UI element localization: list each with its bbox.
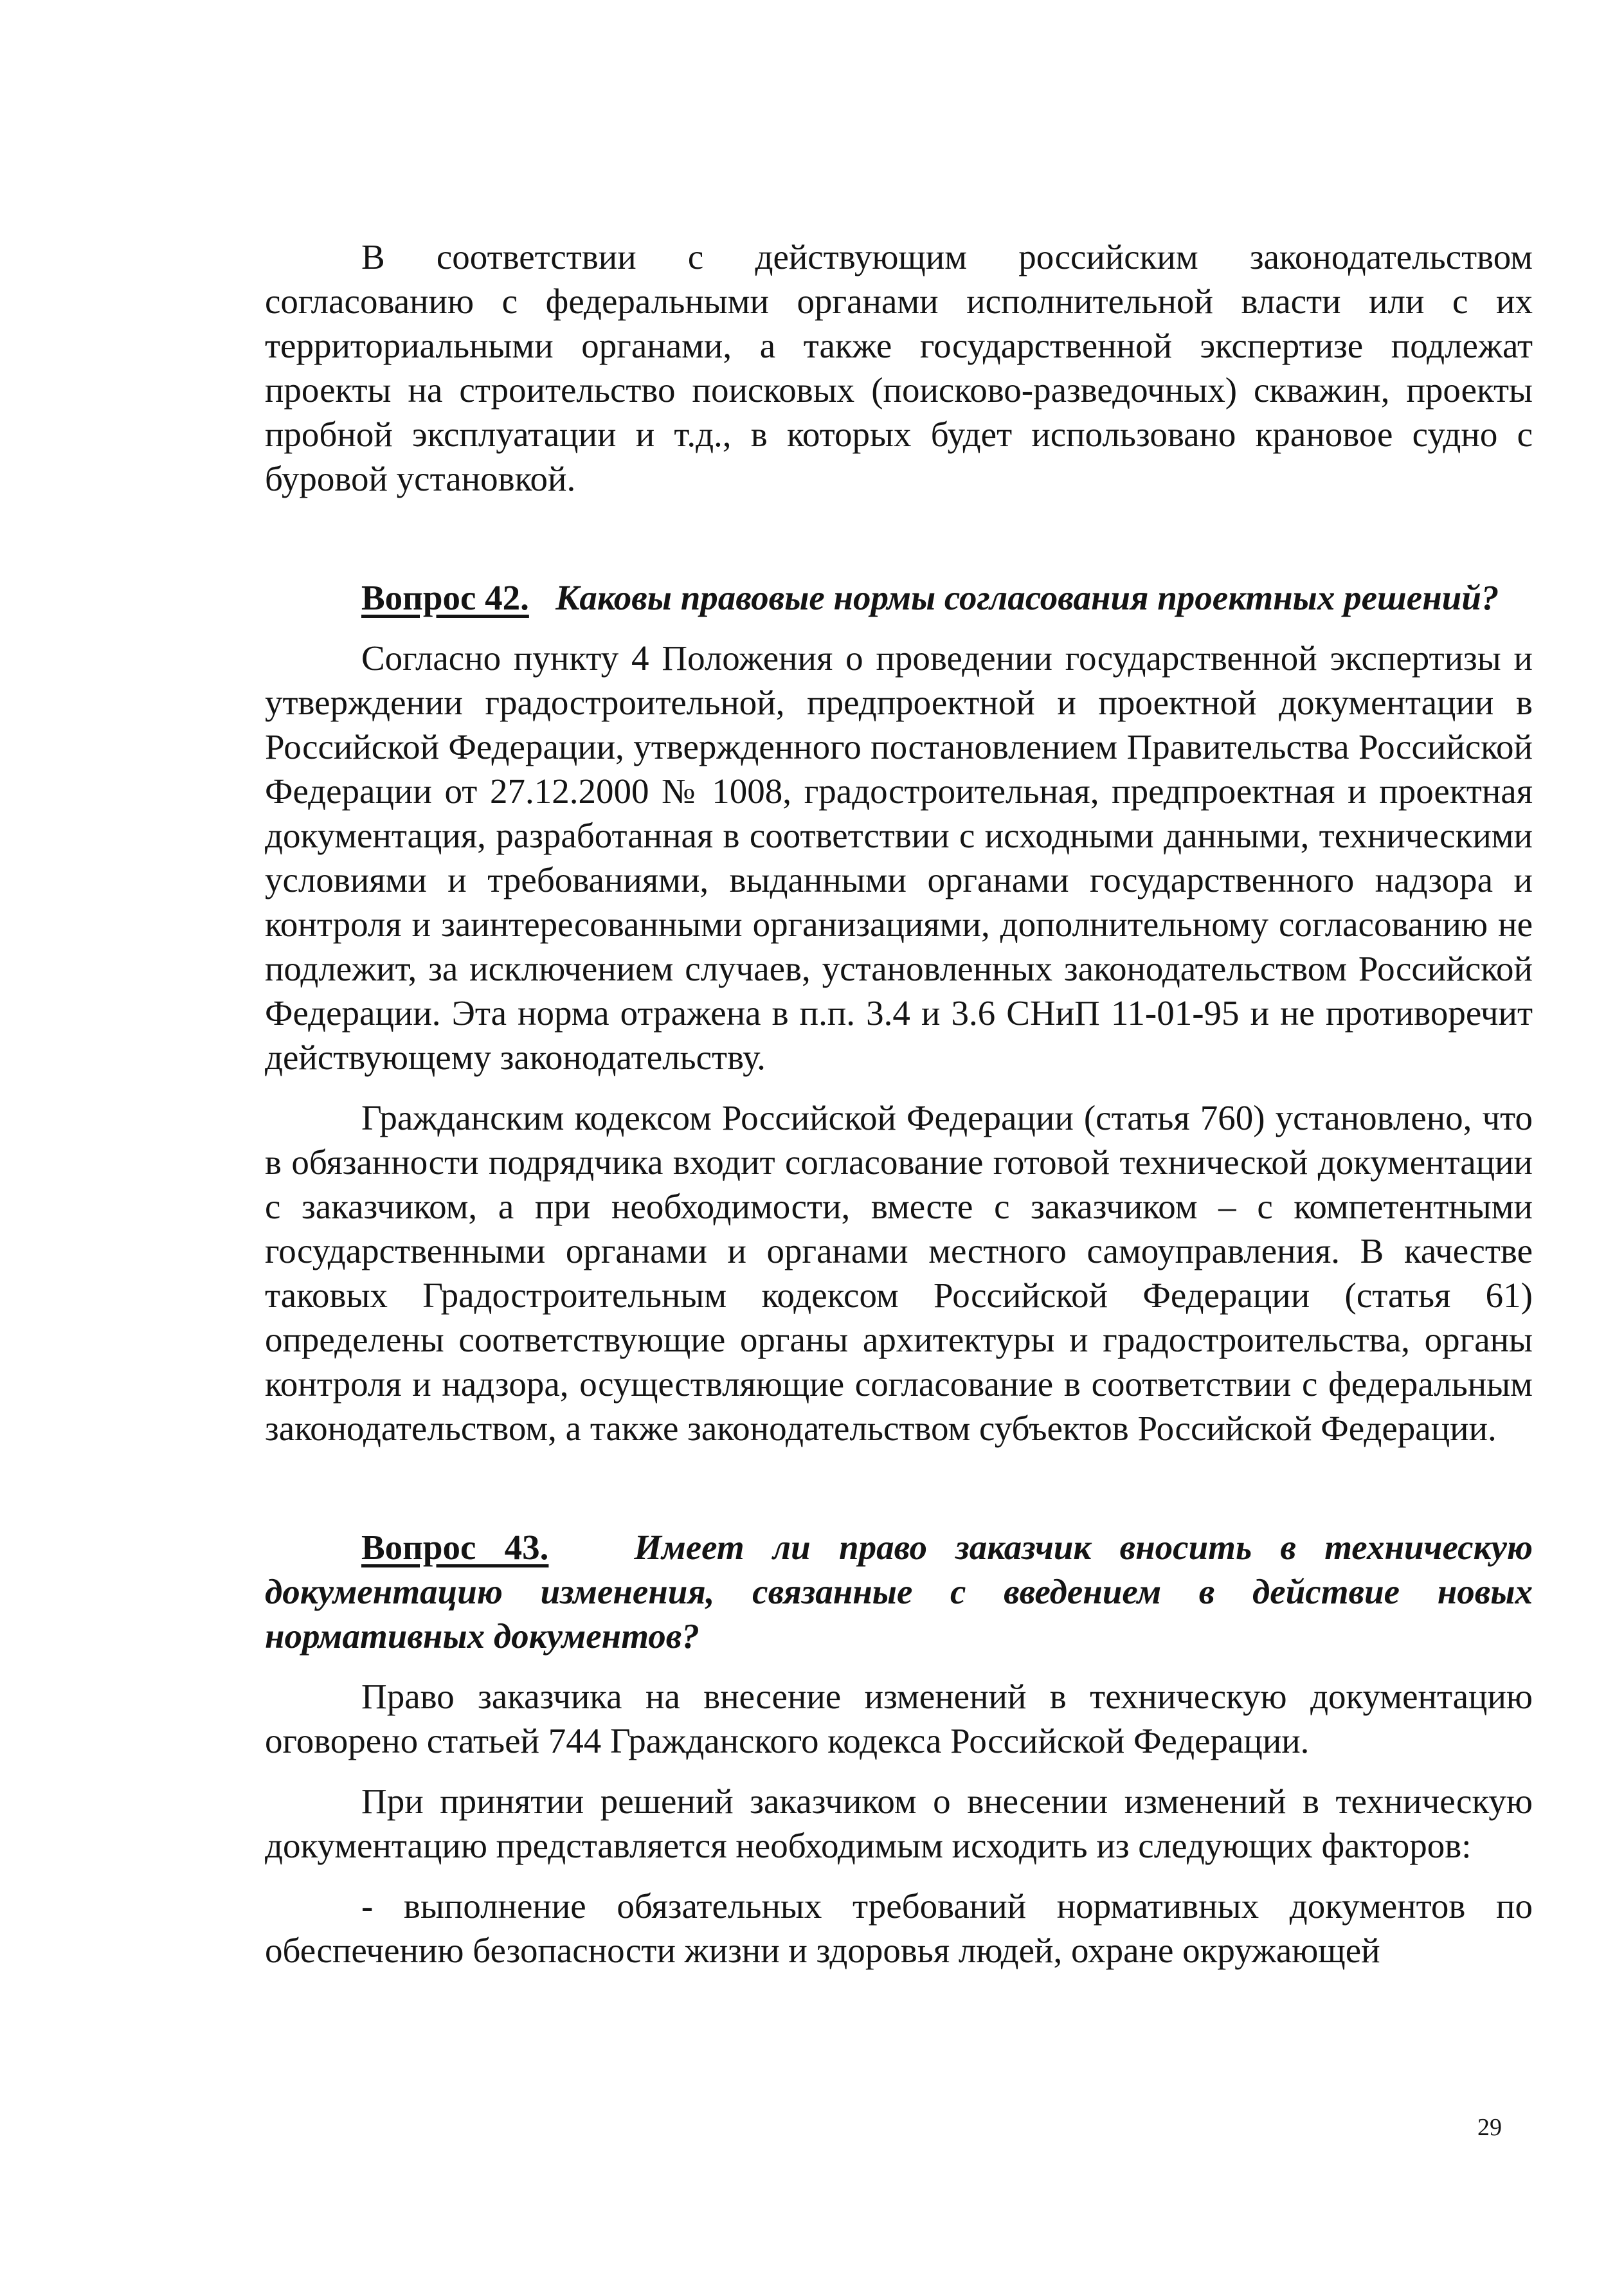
- question-42-paragraph-2: Гражданским кодексом Российской Федерации (статья 760) установлено, что в обязанности подрядчика входит согласование готовой технической документации с заказчиком, а при необходимости, вместе с заказчиком – с компетентными государственными органами и органами местного самоуправления. В качестве таковых Градостроительным кодексом Российской Федерации (статья 61) определены соответствующие органы архитектуры и градостроительства, органы контроля и надзора, осуществляющие согласование в соответствии с федеральным законодательством, а также законодательством субъектов Российской Федерации.: [265, 1098, 1533, 1448]
- paragraph-spacer: [265, 620, 1533, 636]
- paragraph-spacer: [265, 1763, 1533, 1779]
- page-content: [265, 235, 1533, 1973]
- question-42-paragraph-1: Согласно пункту 4 Положения о проведении государственной экспертизы и утверждении градостроительной, предпроектной и проектной документации в Российской Федерации, утвержденного постановлением Правительства Российской Федерации от 27.12.2000 № 1008, градостроительная, предпроектная и проектная документация, разработанная в соответствии с исходными данными, техническими условиями и требованиями, выданными органами государственного надзора и контроля и заинтересованными организациями, дополнительному согласованию не подлежит, за исключением случаев, установленных законодательством Российской Федерации. Эта норма отражена в п.п. 3.4 и 3.6 СНиП 11-01-95 и не противоречит действующему законодательству.: [265, 638, 1533, 1077]
- question-42-label: Вопрос 42.: [361, 578, 529, 617]
- section-spacer: [265, 501, 1533, 575]
- paragraph-spacer: [265, 1079, 1533, 1096]
- question-42-title: Каковы правовые нормы согласования проектных решений?: [555, 578, 1499, 617]
- question-43-title: Имеет ли право заказчик вносить в техническую документацию изменения, связанные с введением в действие новых нормативных документов?: [265, 1528, 1533, 1656]
- section-spacer: [265, 1450, 1533, 1525]
- question-43-heading: [265, 1525, 1533, 1658]
- question-43-paragraph-3: - выполнение обязательных требований нормативных документов по обеспечению безопасности жизни и здоровья людей, охране окружающей: [265, 1886, 1533, 1970]
- paragraph-spacer: [265, 1658, 1533, 1674]
- question-43-paragraph-2: При принятии решений заказчиком о внесении изменений в техническую документацию представляется необходимым исходить из следующих факторов:: [265, 1782, 1533, 1865]
- question-43-label: Вопрос 43.: [361, 1528, 549, 1567]
- page-number: 29: [1477, 2114, 1502, 2141]
- intro-paragraph: В соответствии с действующим российским законодательством согласованию с федеральными органами исполнительной власти или с их территориальными органами, а также государственной экспертизе подлежат проекты на строительство поисковых (поисково-разведочных) скважин, проекты пробной эксплуатации и т.д., в которых будет использовано крановое судно с буровой установкой.: [265, 237, 1533, 498]
- question-43-paragraph-1: Право заказчика на внесение изменений в техническую документацию оговорено статьей 744 Гражданского кодекса Российской Федерации.: [265, 1677, 1533, 1760]
- question-42-heading: [265, 575, 1533, 620]
- paragraph-spacer: [265, 1868, 1533, 1884]
